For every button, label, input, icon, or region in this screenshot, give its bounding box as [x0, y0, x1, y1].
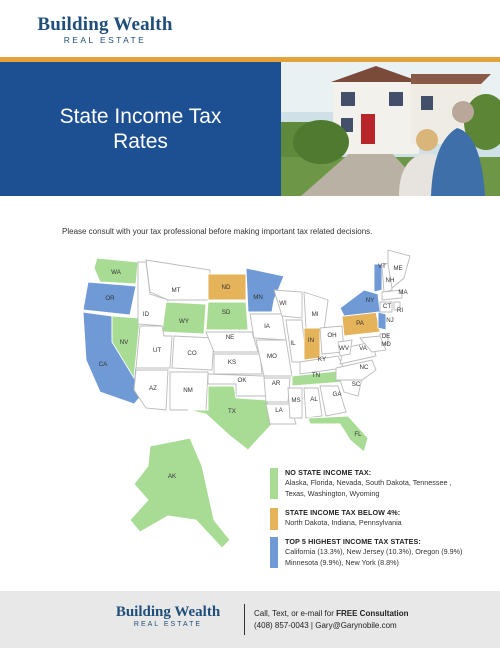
brand-name: Building Wealth — [37, 14, 173, 35]
legend-item-low-tax — [270, 508, 480, 528]
state-label-sd: SD — [221, 309, 231, 316]
state-label-ne: NE — [225, 334, 235, 341]
state-al — [304, 388, 322, 418]
legend-line: California (13.3%), New Jersey (10.3%), Oregon (9.9%) — [285, 547, 463, 556]
legend-heading: STATE INCOME TAX BELOW 4%: — [285, 508, 401, 517]
state-label-nj: NJ — [386, 317, 394, 324]
state-label-nm: NM — [183, 387, 193, 394]
state-label-tx: TX — [228, 408, 236, 415]
footer-divider — [244, 604, 245, 635]
legend-item-high-tax — [270, 537, 480, 568]
state-label-ri: RI — [396, 307, 404, 314]
brand-subtitle: REAL ESTATE — [63, 35, 147, 45]
legend-heading: NO STATE INCOME TAX: — [285, 468, 372, 477]
state-label-wy: WY — [179, 318, 189, 325]
footer — [0, 591, 500, 648]
state-label-wi: WI — [279, 300, 287, 307]
state-label-nd: ND — [221, 284, 231, 291]
state-label-or: OR — [105, 295, 115, 302]
state-label-ca: CA — [98, 361, 108, 368]
state-ks — [214, 354, 262, 374]
state-mt — [146, 260, 210, 300]
state-label-de: DE — [381, 333, 391, 340]
footer-logo — [104, 604, 232, 628]
state-label-ms: MS — [291, 397, 301, 404]
legend-swatch-green — [270, 468, 278, 499]
footer-contact — [254, 608, 409, 632]
state-label-pa: PA — [356, 320, 364, 327]
state-label-il: IL — [290, 340, 296, 347]
legend-heading: TOP 5 HIGHEST INCOME TAX STATES: — [285, 537, 421, 546]
state-label-az: AZ — [149, 385, 157, 392]
legend-line: North Dakota, Indiana, Pennsylvania — [285, 518, 402, 527]
state-nj — [378, 312, 386, 330]
state-label-ak: AK — [167, 473, 177, 480]
legend-swatch-blue — [270, 537, 278, 568]
state-label-id: ID — [142, 311, 150, 318]
state-label-mt: MT — [171, 287, 181, 294]
state-label-nh: NH — [385, 277, 395, 284]
state-label-fl: FL — [354, 431, 362, 438]
state-label-ks: KS — [227, 359, 237, 366]
state-label-ar: AR — [271, 380, 281, 387]
state-label-mi: MI — [311, 311, 319, 318]
state-label-ut: UT — [152, 347, 162, 354]
contact-prefix: Call, Text, or e-mail for — [254, 609, 337, 618]
state-label-co: CO — [187, 350, 197, 357]
free-consultation: FREE Consultation — [336, 609, 409, 618]
title-banner — [0, 62, 281, 196]
page-title: State Income Tax Rates — [59, 105, 222, 153]
legend-item-no-tax — [270, 468, 480, 499]
legend-line: Texas, Washington, Wyoming — [285, 489, 380, 498]
state-label-mo: MO — [267, 353, 277, 360]
state-label-md: MD — [381, 341, 391, 348]
house-couple-photo — [281, 62, 500, 196]
state-label-ct: CT — [382, 303, 392, 310]
state-label-wv: WV — [339, 345, 349, 352]
legend-swatch-orange — [270, 508, 278, 530]
state-ak — [130, 438, 230, 548]
state-label-va: VA — [359, 345, 367, 352]
footer-brand-subtitle: REAL ESTATE — [133, 621, 203, 628]
state-label-oh: OH — [327, 332, 337, 339]
state-label-sc: SC — [351, 381, 361, 388]
brand-logo — [31, 14, 179, 45]
state-label-nc: NC — [359, 364, 369, 371]
state-label-in: IN — [307, 337, 315, 344]
contact-details[interactable]: (408) 857-0043 | Gary@Garynobile.com — [254, 621, 397, 630]
state-label-ia: IA — [264, 323, 270, 330]
state-label-ok: OK — [237, 377, 247, 384]
map-legend — [270, 468, 480, 577]
disclaimer-text: Please consult with your tax professional before making important tax related decisions. — [62, 227, 373, 236]
legend-line: Alaska, Florida, Nevada, South Dakota, Tennessee , — [285, 478, 452, 487]
state-label-wa: WA — [111, 269, 121, 276]
state-label-ny: NY — [365, 297, 375, 304]
state-label-vt: VT — [378, 263, 386, 270]
footer-brand-name: Building Wealth — [115, 604, 221, 620]
state-label-la: LA — [275, 407, 283, 414]
state-label-ky: KY — [317, 356, 327, 363]
state-label-me: ME — [393, 265, 403, 272]
legend-line: Minnesota (9.9%), New York (8.8%) — [285, 558, 399, 567]
state-label-tn: TN — [311, 372, 321, 379]
state-label-ma: MA — [398, 289, 408, 296]
state-sd — [206, 302, 248, 330]
state-label-nv: NV — [119, 339, 129, 346]
state-label-al: AL — [310, 396, 318, 403]
state-label-ga: GA — [332, 391, 342, 398]
state-label-mn: MN — [253, 294, 263, 301]
